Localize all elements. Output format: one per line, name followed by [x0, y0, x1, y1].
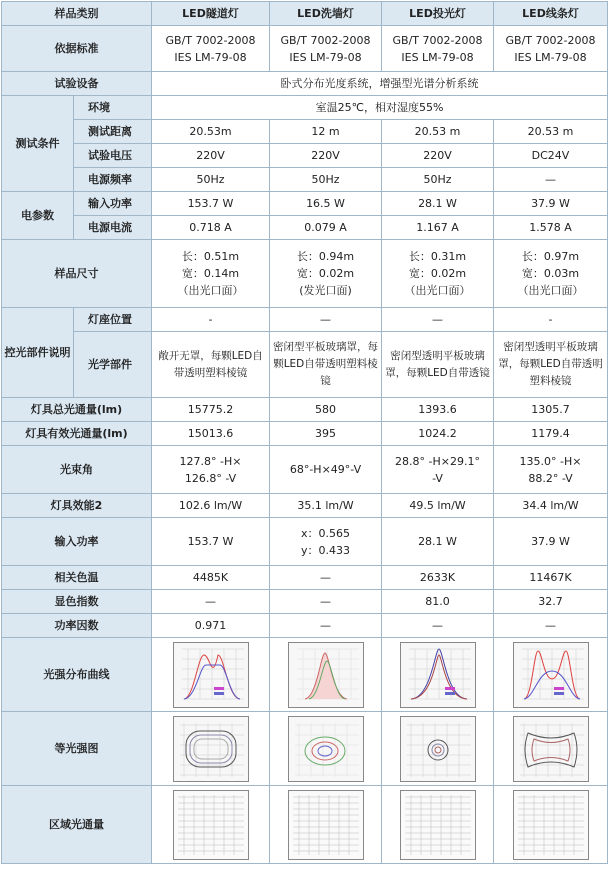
standard-line1: GB/T 7002-2008 [392, 33, 483, 47]
input-power-value: 153.7 W [152, 518, 270, 566]
beam-angle-line2: 126.8° -V [184, 471, 237, 485]
efficacy-label: 灯具效能2 [2, 494, 152, 518]
total-flux-label: 灯具总光通量(lm) [2, 398, 152, 422]
size-width: 宽：0.02m [408, 267, 467, 280]
pf-value: — [382, 614, 494, 638]
size-label: 样品尺寸 [2, 240, 152, 308]
beam-angle-line1: 135.0° -H× [519, 454, 582, 468]
effective-flux-value: 395 [270, 422, 382, 446]
standard-line2: IES LM-79-08 [174, 50, 247, 64]
standard-line1: GB/T 7002-2008 [505, 33, 596, 47]
component-label: 光学部件 [74, 332, 152, 398]
voltage-value: 220V [382, 144, 494, 168]
input-power-value: 28.1 W [382, 518, 494, 566]
standard-line2: IES LM-79-08 [289, 50, 362, 64]
size-length: 长：0.97m [521, 250, 580, 263]
cri-value: — [152, 590, 270, 614]
isocandela-chart-icon[interactable] [513, 716, 589, 782]
power-row [2, 192, 608, 216]
beam-angle-line1: 28.8° -H×29.1° [395, 454, 480, 468]
distance-value: 20.53 m [494, 120, 608, 144]
beam-angle-line2: 88.2° -V [528, 471, 573, 485]
total-flux-row [2, 398, 608, 422]
total-flux-value: 15775.2 [152, 398, 270, 422]
size-width: 宽：0.03m [521, 267, 580, 280]
current-label: 电源电流 [74, 216, 152, 240]
cct-row [2, 566, 608, 590]
iso-label: 等光强图 [2, 712, 152, 786]
zonal-flux-chart-icon[interactable] [513, 790, 589, 860]
standard-cell [270, 26, 382, 72]
isocandela-chart-icon[interactable] [400, 716, 476, 782]
standard-line2: IES LM-79-08 [401, 50, 474, 64]
size-length: 长：0.94m [296, 250, 355, 263]
cri-row [2, 590, 608, 614]
freq-label: 电源频率 [74, 168, 152, 192]
size-cell [494, 240, 608, 308]
pf-value: — [494, 614, 608, 638]
beam-angle-line2: -V [432, 471, 443, 485]
cri-label: 显色指数 [2, 590, 152, 614]
socket-value: - [494, 308, 608, 332]
zonal-flux-chart-icon[interactable] [400, 790, 476, 860]
voltage-label: 试验电压 [74, 144, 152, 168]
power-value: 37.9 W [494, 192, 608, 216]
freq-value: 50Hz [382, 168, 494, 192]
beam-angle-value [494, 446, 608, 494]
current-value: 0.718 A [152, 216, 270, 240]
freq-row [2, 168, 608, 192]
cri-value: 32.7 [494, 590, 608, 614]
beam-angle-line1: 68°-H×49°-V [289, 463, 362, 476]
standard-cell [152, 26, 270, 72]
size-note: （出光口面） [517, 284, 584, 297]
distance-value: 20.53 m [382, 120, 494, 144]
cri-value: 81.0 [382, 590, 494, 614]
col-header-wallwasher: LED洗墙灯 [270, 2, 382, 26]
distance-value: 20.53m [152, 120, 270, 144]
optics-label: 控光部件说明 [2, 308, 74, 398]
effective-flux-label: 灯具有效光通量(lm) [2, 422, 152, 446]
zonal-flux-chart-icon[interactable] [288, 790, 364, 860]
socket-value: — [270, 308, 382, 332]
zonal-thumb-cell [152, 786, 270, 864]
size-row [2, 240, 608, 308]
equipment-value: 卧式分布光度系统，增强型光谱分析系统 [152, 72, 608, 96]
efficacy-value: 102.6 lm/W [152, 494, 270, 518]
equipment-label: 试验设备 [2, 72, 152, 96]
socket-label: 灯座位置 [74, 308, 152, 332]
size-cell [152, 240, 270, 308]
curves-row [2, 638, 608, 712]
electrical-label: 电参数 [2, 192, 74, 240]
beam-angle-label: 光束角 [2, 446, 152, 494]
current-value: 1.578 A [494, 216, 608, 240]
socket-value: - [152, 308, 270, 332]
zonal-label: 区域光通量 [2, 786, 152, 864]
zonal-thumb-cell [382, 786, 494, 864]
component-value: 密闭型透明平板玻璃罩，每颗LED自带透明塑料棱镜 [494, 332, 608, 398]
size-cell [270, 240, 382, 308]
distance-row [2, 120, 608, 144]
power-label: 输入功率 [74, 192, 152, 216]
zonal-thumb-cell [270, 786, 382, 864]
cct-value: 4485K [152, 566, 270, 590]
current-value: 1.167 A [382, 216, 494, 240]
size-cell [382, 240, 494, 308]
equipment-row [2, 72, 608, 96]
input-power-label: 输入功率 [2, 518, 152, 566]
curve-thumb-cell [382, 638, 494, 712]
iso-thumb-cell [494, 712, 608, 786]
total-flux-value: 1393.6 [382, 398, 494, 422]
light-distribution-chart-icon[interactable] [400, 642, 476, 708]
chromaticity-cell [270, 518, 382, 566]
size-note: (发光口面) [299, 284, 352, 297]
cct-value: 11467K [494, 566, 608, 590]
total-flux-value: 1305.7 [494, 398, 608, 422]
voltage-value: 220V [270, 144, 382, 168]
env-label: 环境 [74, 96, 152, 120]
size-width: 宽：0.14m [181, 267, 240, 280]
curves-label: 光强分布曲线 [2, 638, 152, 712]
pf-row [2, 614, 608, 638]
component-value: 密闭型平板玻璃罩，每颗LED自带透明塑料棱镜 [270, 332, 382, 398]
efficacy-value: 49.5 lm/W [382, 494, 494, 518]
power-value: 28.1 W [382, 192, 494, 216]
size-note: （出光口面） [177, 284, 244, 297]
power-value: 153.7 W [152, 192, 270, 216]
curve-thumb-cell [270, 638, 382, 712]
cct-label: 相关色温 [2, 566, 152, 590]
efficacy-row [2, 494, 608, 518]
col-header-tunnel: LED隧道灯 [152, 2, 270, 26]
light-distribution-chart-icon[interactable] [173, 642, 249, 708]
env-row [2, 96, 608, 120]
component-value: 密闭型透明平板玻璃罩，每颗LED自带透镜 [382, 332, 494, 398]
light-distribution-chart-icon[interactable] [513, 642, 589, 708]
beam-angle-value [152, 446, 270, 494]
beam-angle-line1: 127.8° -H× [179, 454, 242, 468]
beam-angle-value [270, 446, 382, 494]
env-value: 室温25℃，相对湿度55% [152, 96, 608, 120]
effective-flux-value: 1179.4 [494, 422, 608, 446]
header-row [2, 2, 608, 26]
standard-cell [382, 26, 494, 72]
iso-row [2, 712, 608, 786]
socket-value: — [382, 308, 494, 332]
test-conditions-label: 测试条件 [2, 96, 74, 192]
cct-value: — [270, 566, 382, 590]
col-header-floodlight: LED投光灯 [382, 2, 494, 26]
category-header: 样品类别 [2, 2, 152, 26]
zonal-flux-chart-icon[interactable] [173, 790, 249, 860]
freq-value: 50Hz [270, 168, 382, 192]
isocandela-chart-icon[interactable] [173, 716, 249, 782]
beam-angle-value [382, 446, 494, 494]
input-power-value: 37.9 W [494, 518, 608, 566]
freq-value: — [494, 168, 608, 192]
size-note: （出光口面） [404, 284, 471, 297]
cri-value: — [270, 590, 382, 614]
pf-value: — [270, 614, 382, 638]
standard-line1: GB/T 7002-2008 [165, 33, 256, 47]
effective-flux-row [2, 422, 608, 446]
current-value: 0.079 A [270, 216, 382, 240]
power-value: 16.5 W [270, 192, 382, 216]
voltage-row [2, 144, 608, 168]
distance-value: 12 m [270, 120, 382, 144]
curve-thumb-cell [494, 638, 608, 712]
chromaticity-y: y：0.433 [300, 543, 350, 557]
cct-value: 2633K [382, 566, 494, 590]
component-value: 敞开无罩，每颗LED自带透明塑料棱镜 [152, 332, 270, 398]
isocandela-chart-icon[interactable] [288, 716, 364, 782]
zonal-thumb-cell [494, 786, 608, 864]
iso-thumb-cell [270, 712, 382, 786]
socket-row [2, 308, 608, 332]
chromaticity-x: x：0.565 [300, 526, 350, 540]
iso-thumb-cell [382, 712, 494, 786]
distance-label: 测试距离 [74, 120, 152, 144]
component-row [2, 332, 608, 398]
standard-line2: IES LM-79-08 [514, 50, 587, 64]
size-width: 宽：0.02m [296, 267, 355, 280]
pf-label: 功率因数 [2, 614, 152, 638]
iso-thumb-cell [152, 712, 270, 786]
current-row [2, 216, 608, 240]
input-power-row [2, 518, 608, 566]
standard-label: 依据标准 [2, 26, 152, 72]
zonal-row [2, 786, 608, 864]
efficacy-value: 34.4 lm/W [494, 494, 608, 518]
size-length: 长：0.51m [181, 250, 240, 263]
curve-thumb-cell [152, 638, 270, 712]
pf-value: 0.971 [152, 614, 270, 638]
freq-value: 50Hz [152, 168, 270, 192]
effective-flux-value: 1024.2 [382, 422, 494, 446]
size-length: 长：0.31m [408, 250, 467, 263]
standard-row [2, 26, 608, 72]
col-header-linear: LED线条灯 [494, 2, 608, 26]
voltage-value: DC24V [494, 144, 608, 168]
efficacy-value: 35.1 lm/W [270, 494, 382, 518]
beam-angle-row [2, 446, 608, 494]
standard-cell [494, 26, 608, 72]
voltage-value: 220V [152, 144, 270, 168]
light-distribution-chart-icon[interactable] [288, 642, 364, 708]
standard-line1: GB/T 7002-2008 [280, 33, 371, 47]
effective-flux-value: 15013.6 [152, 422, 270, 446]
total-flux-value: 580 [270, 398, 382, 422]
spec-table [1, 1, 608, 864]
